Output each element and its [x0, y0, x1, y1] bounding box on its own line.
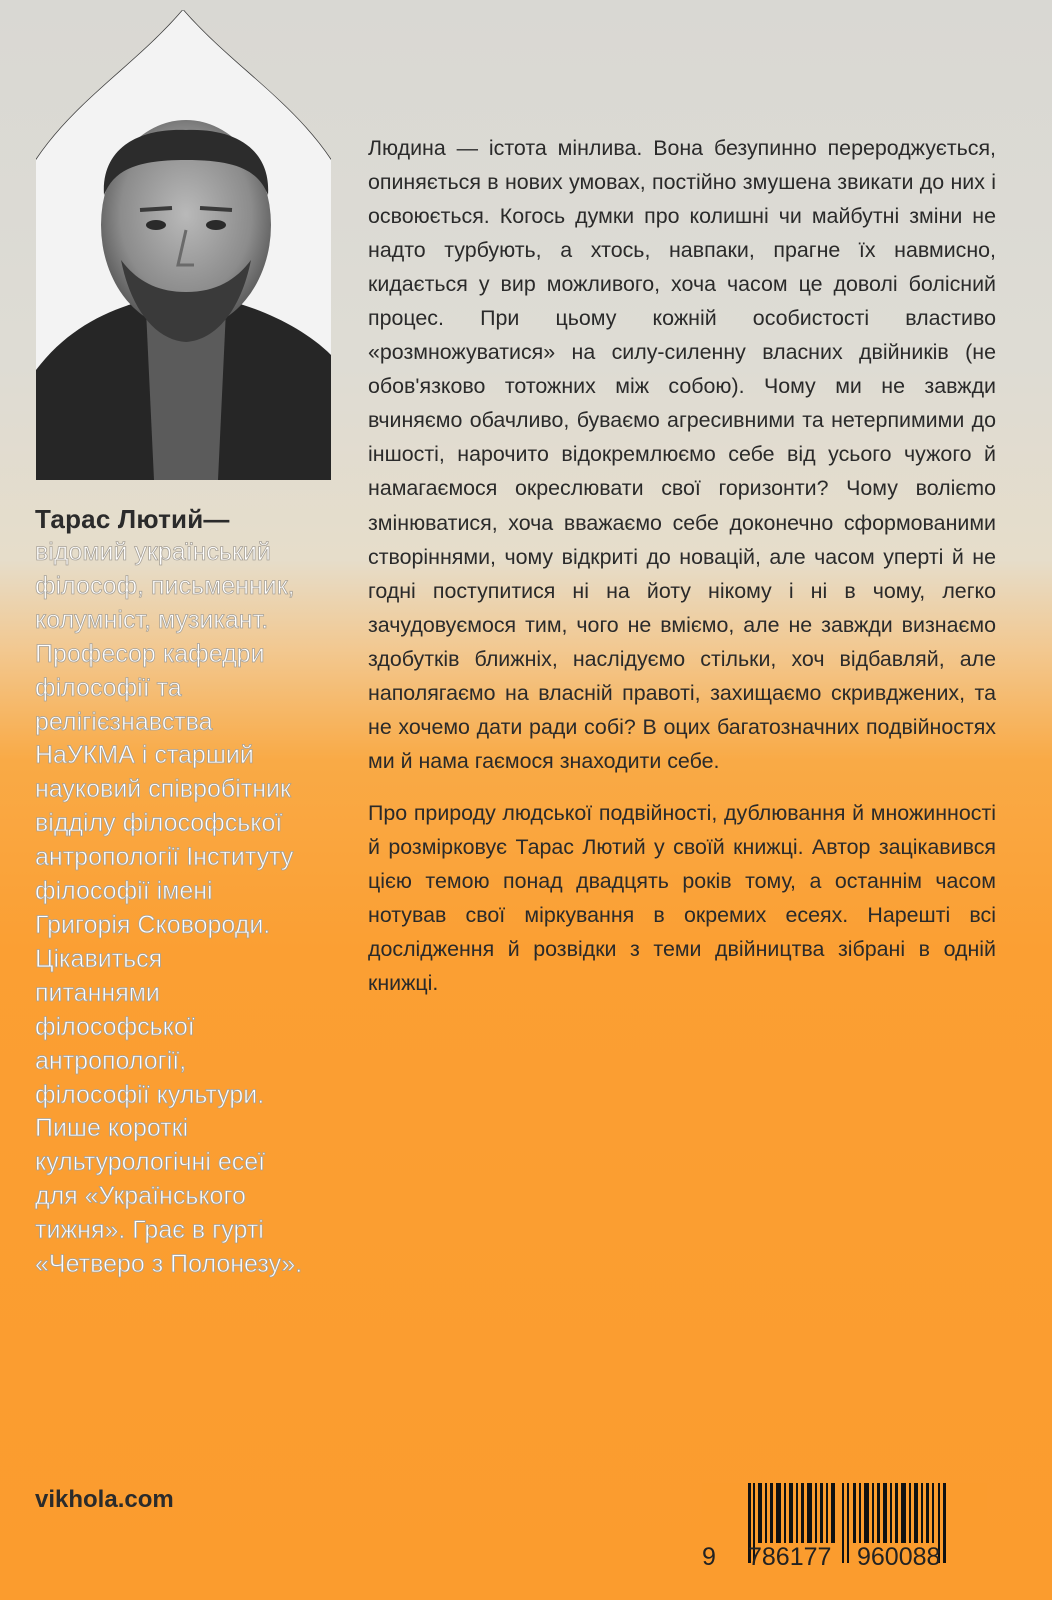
description-paragraph-2: Про природу людської подвійності, дублювання й множинності й розмірковує Тарас Лютий у своїй книжці. Автор зацікавився цією темою понад двадцять років тому, а останнім часом нотував свої міркування в окремих есеях. Нарешті всі дослідження й розвідки з теми двійництва зібрані в одній книжці. [368, 800, 996, 996]
publisher-website: vikhola.com [35, 1486, 174, 1513]
isbn-barcode [702, 1483, 987, 1573]
portrait-image [36, 10, 331, 480]
book-description [368, 131, 996, 1018]
author-portrait [36, 10, 331, 480]
isbn-group-2: 960088 [857, 1543, 941, 1571]
author-bio: відомий український філософ, письменник, колумніст, музикант. Професор кафедри філософії та релігієзнавства НаУКМА і старший науковий співробітник відділу філософської антропології Інституту філософії імені Григорія Сковороди. Цікавиться питаннями філософської антропології, філософії культури. Пише короткі культурологічні есеї для «Українського тижня». Грає в гурті «Четверо з Полонезу». [35, 538, 303, 1279]
isbn-lead-digit: 9 [702, 1543, 716, 1571]
description-paragraph-1: Людина — істота мінлива. Вона безупинно перероджується, опиняється в нових умовах, постійно змушена звикати до них і освоюється. Когось думки про колишні чи майбутні зміни не надто турбують, а хтось, навпаки, прагне їх навмисно, кидається у вир можливого, хоча часом це доволі болісний процес. При цьому кожній особистості властиво «розмножуватися» на силу-силенну власних двійників (не обов'язково тотожних між собою). Чому ми не завжди вчиняємо обачливо, буваємо агресивними та нетерпимими до іншості, нарочито відокремлюємо себе від усього чужого й намагаємося окреслювати свої горизонти? Чому волієmo змінюватися, хоча вважаємо себе доконечно сформованими створіннями, чому відкриті до новацій, але часом уперті й не годні поступитися ні на йоту нікому і ні в чому, легко зачудовуємося тим, чого не вміємо, але не завжди визнаємо здобутків ближніх, наслідуємо стільки, хоч відбавляй, але наполягаємо на власній правоті, захищаємо скривджених, та не хочемо дати ради собі? В оцих багатозначних подвійностях ми й нама гаємося знаходити себе. [368, 136, 996, 773]
author-name: Тарас Лютий— [35, 504, 230, 534]
author-info [35, 502, 335, 1282]
barcode-bars [702, 1483, 987, 1573]
isbn-group-1: 786177 [748, 1543, 832, 1571]
